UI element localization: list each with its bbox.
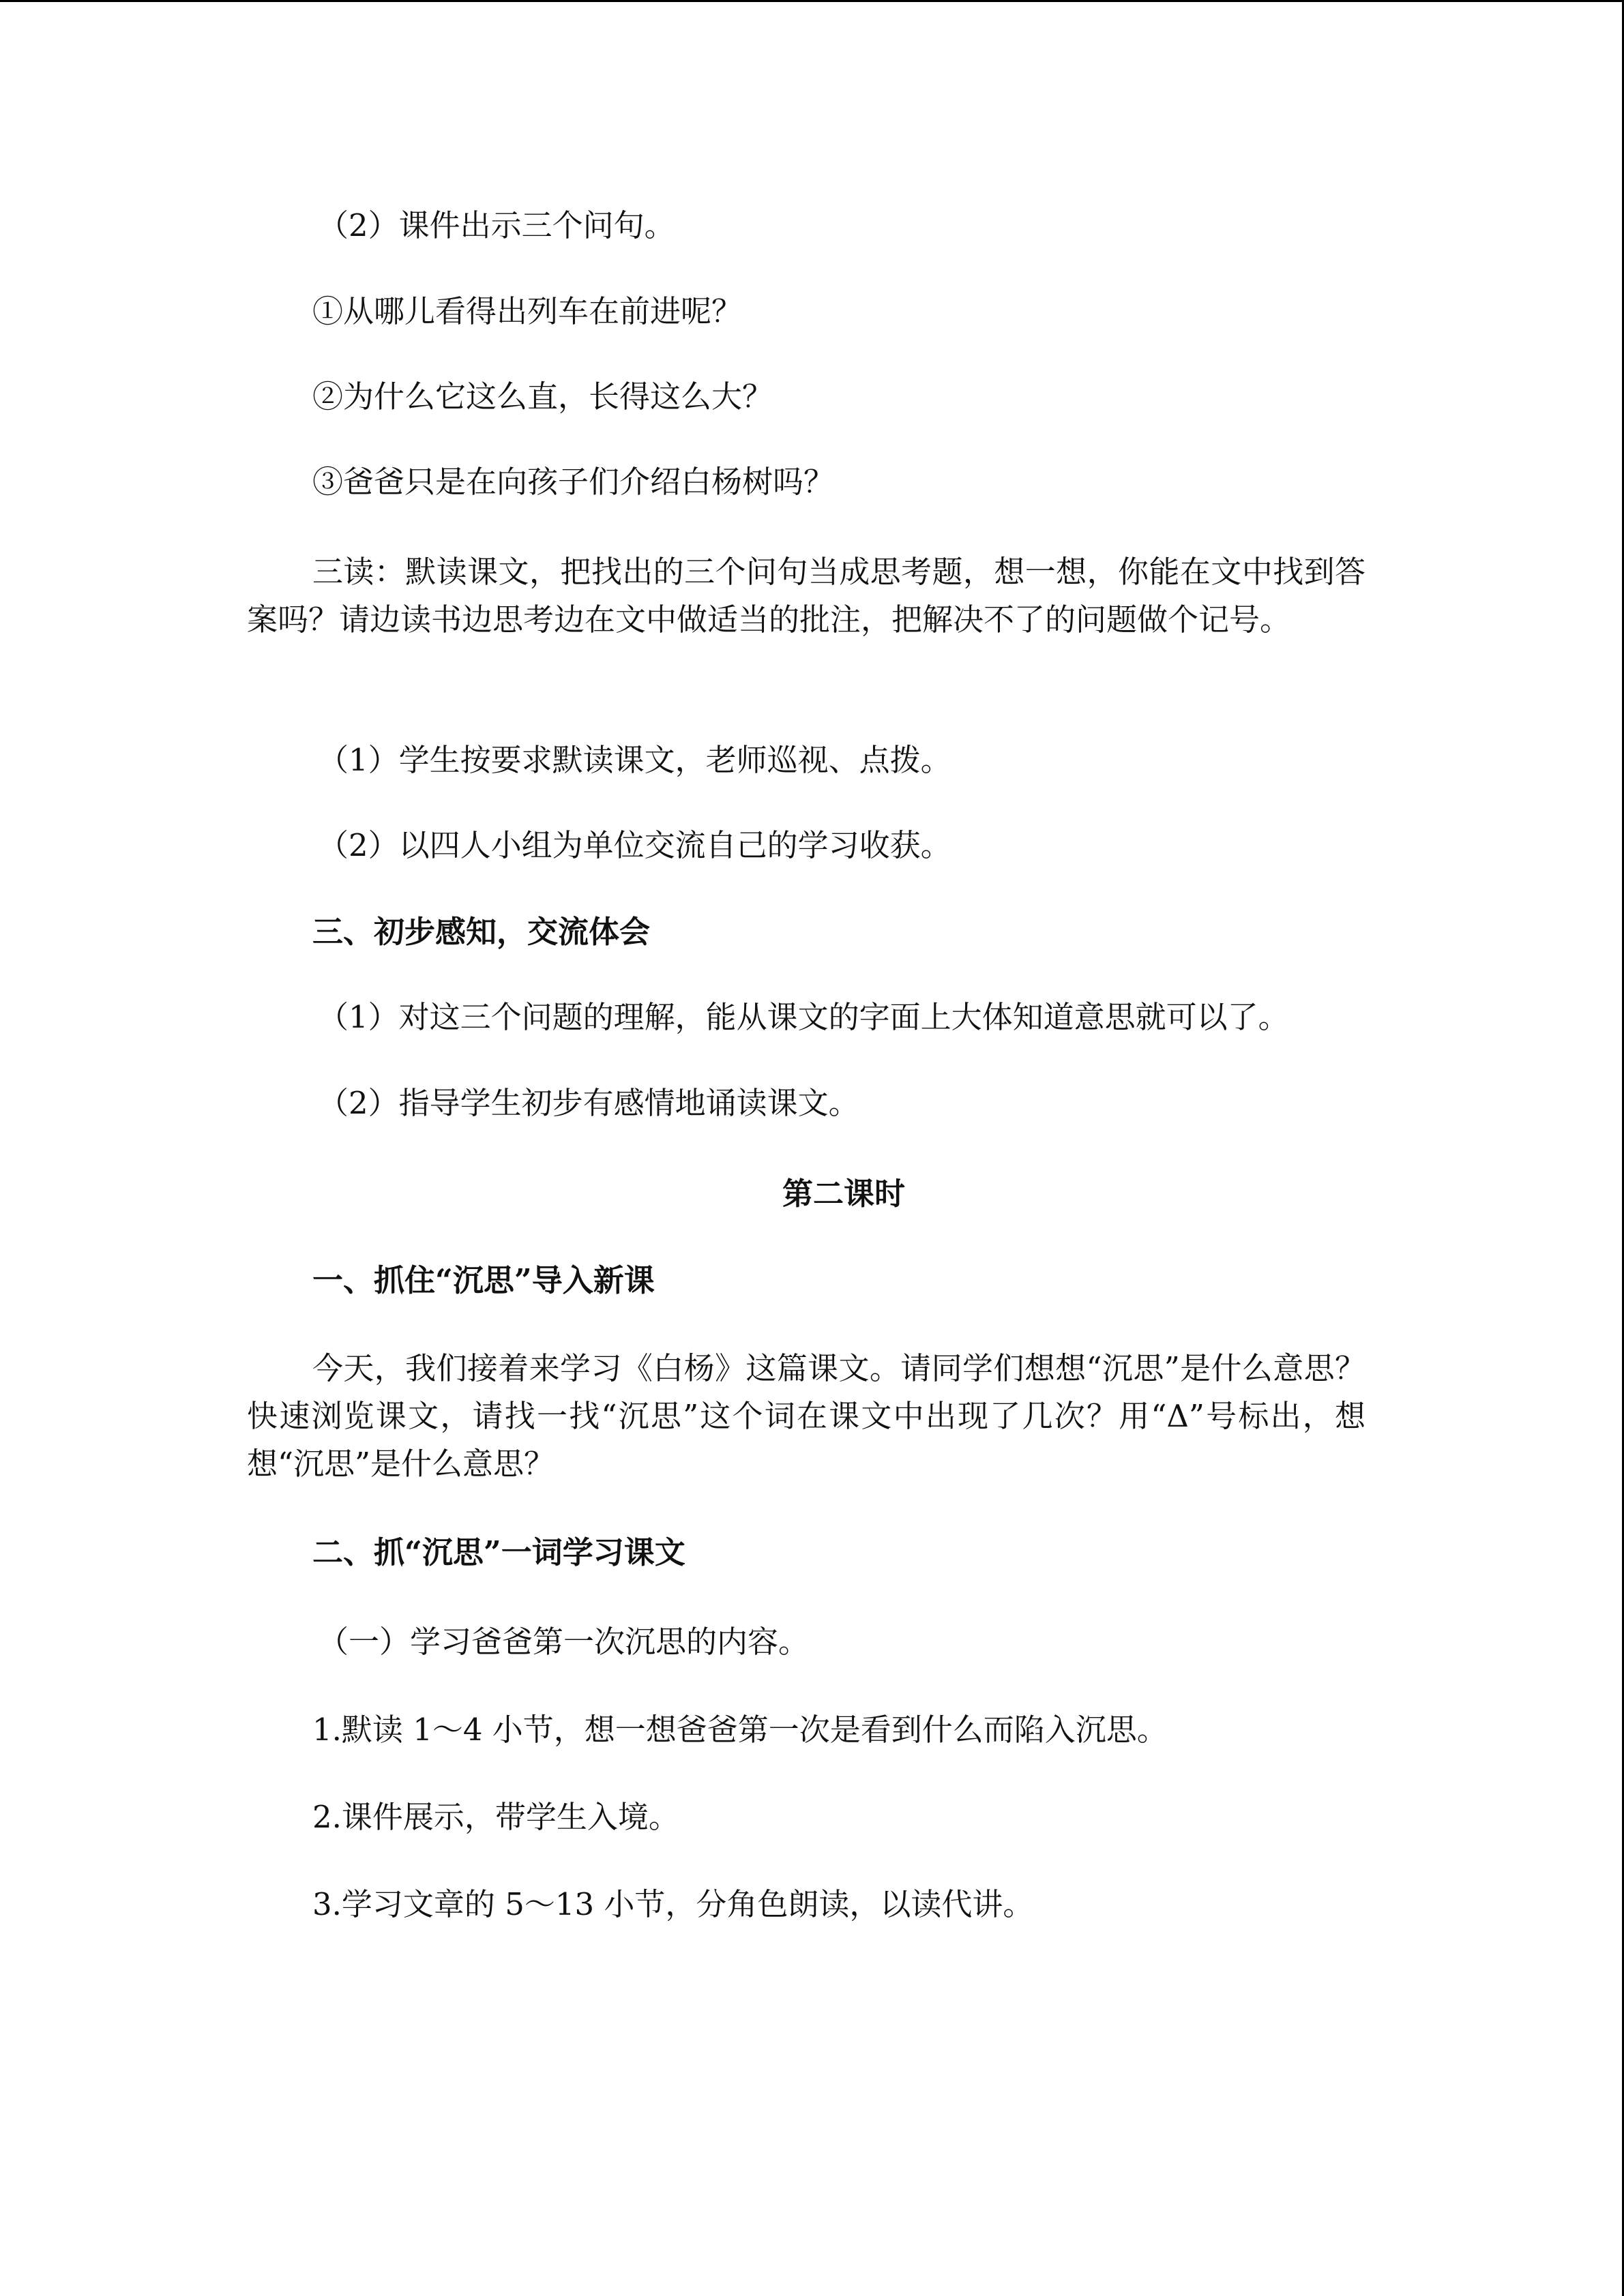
list-item-3: 3.学习文章的 5～13 小节，分角色朗读，以读代讲。 [312,1886,1034,1922]
question-1: ①从哪儿看得出列车在前进呢？ [312,293,743,329]
page-border-top [0,0,1624,2]
paragraph-today-learning: 今天，我们接着来学习《白杨》这篇课文。请同学们想想“沉思”是什么意思？快速浏览课文，请找一找“沉思”这个词在课文中出现了几次？用“Δ”号标出，想想“沉思”是什么意思？ [247,1350,1365,1482]
list-item-2: 2.课件展示，带学生入境。 [312,1799,679,1835]
list-item-1: 1.默读 1～4 小节，想一想爸爸第一次是看到什么而陷入沉思。 [312,1712,1168,1748]
paragraph-understanding: （1）对这三个问题的理解，能从课文的字面上大体知道意思就可以了。 [318,999,1289,1035]
question-2: ②为什么它这么直，长得这么大？ [312,378,773,415]
paragraph-silent-reading: （1）学生按要求默读课文，老师巡视、点拨。 [318,742,951,778]
heading-introduce-lesson: 一、抓住“沉思”导入新课 [312,1262,655,1298]
heading-learn-text: 二、抓“沉思”一词学习课文 [312,1534,685,1570]
paragraph-emotional-reading: （2）指导学生初步有感情地诵读课文。 [318,1085,859,1121]
paragraph-group-exchange: （2）以四人小组为单位交流自己的学习收获。 [318,827,951,863]
heading-second-lesson: 第二课时 [782,1176,905,1212]
question-3: ③爸爸只是在向孩子们介绍白杨树吗？ [312,464,835,500]
heading-initial-perception: 三、初步感知，交流体会 [312,914,651,950]
paragraph-third-reading: 三读：默读课文，把找出的三个问句当成思考题，想一想，你能在文中找到答案吗？请边读书边思考边在文中做适当的批注，把解决不了的问题做个记号。 [247,554,1365,638]
paragraph-first-contemplation: （一）学习爸爸第一次沉思的内容。 [318,1624,810,1660]
paragraph-courseware-questions: （2）课件出示三个问句。 [318,207,675,243]
